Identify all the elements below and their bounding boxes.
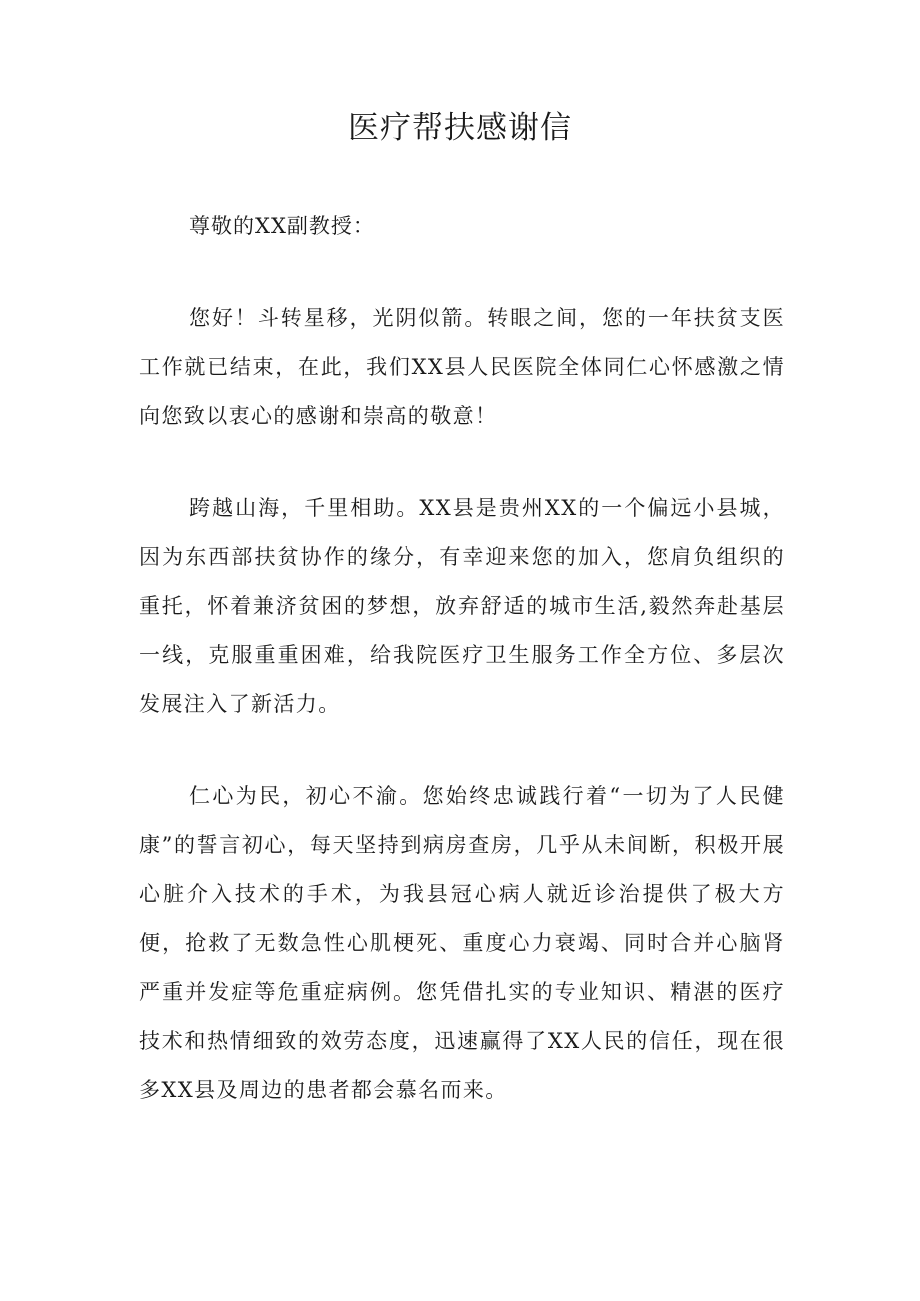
document-title: 医疗帮扶感谢信	[348, 110, 572, 146]
paragraph-dedication: 仁心为民，初心不渝。您始终忠诚践行着“一切为了人民健康”的誓言初心，每天坚持到病房查房，几乎从未间断，积极开展心脏介入技术的手术，为我县冠心病人就近诊治提供了极大方便，抢救了无数急性心肌梗死、重度心力衰竭、同时合并心脑肾严重并发症等危重症病例。您凭借扎实的专业知识、精湛的医疗技术和热情细致的效劳态度，迅速赢得了XX人民的信任，现在很多XX县及周边的患者都会慕名而来。	[139, 784, 785, 1102]
paragraph-greeting: 您好！斗转星移，光阴似箭。转眼之间，您的一年扶贫支医工作就已结束，在此，我们XX县人民医院全体同仁心怀感激之情向您致以衷心的感谢和崇高的敬意！	[139, 306, 785, 428]
paragraph-assistance: 跨越山海，千里相助。XX县是贵州XX的一个偏远小县城，因为东西部扶贫协作的缘分，有幸迎来您的加入，您肩负组织的重托，怀着兼济贫困的梦想，放弃舒适的城市生活,毅然奔赴基层一线，克服重重困难，给我院医疗卫生服务工作全方位、多层次发展注入了新活力。	[139, 496, 785, 716]
salutation: 尊敬的XX副教授：	[189, 214, 375, 238]
